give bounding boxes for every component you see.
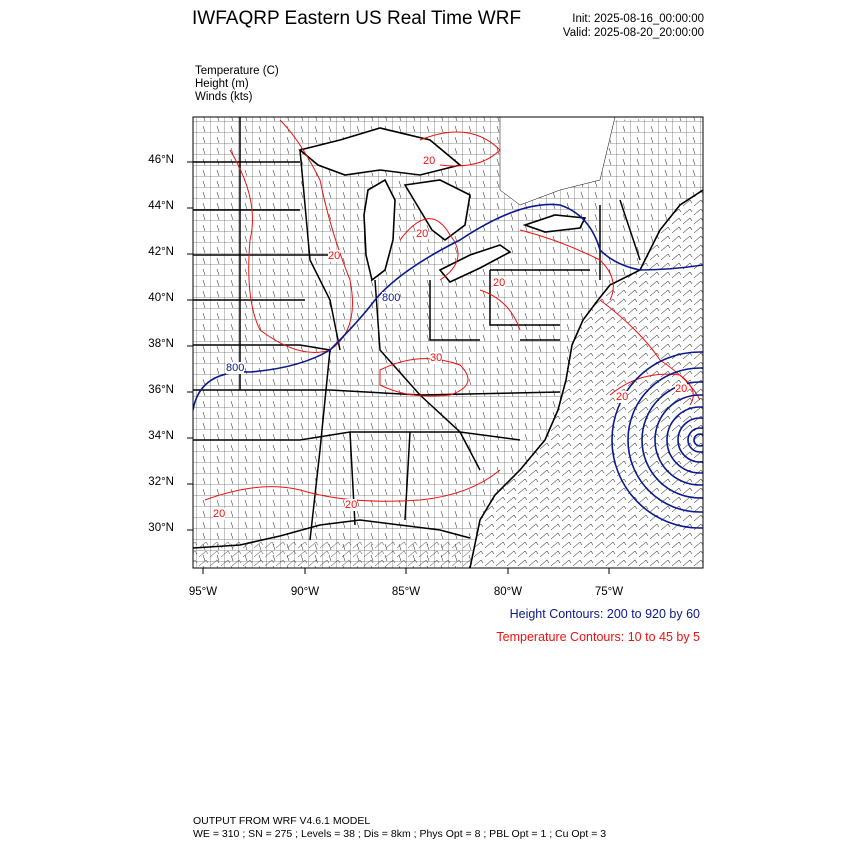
temperature-contour-label: 20: [328, 250, 341, 262]
temperature-contour-label: 20: [675, 383, 688, 395]
temperature-contour-label: 20: [423, 155, 436, 167]
lat-label: 38°N: [148, 338, 174, 350]
temperature-contour-label: 20: [345, 499, 358, 511]
model-config-footer: WE = 310 ; SN = 275 ; Levels = 38 ; Dis = 8km ; Phys Opt = 8 ; PBL Opt = 1 ; Cu Opt = 3: [193, 828, 607, 840]
legend-winds: Winds (kts): [195, 91, 253, 103]
gulf-wind-barbs: [193, 540, 470, 568]
temperature-contour-label: 20: [213, 508, 226, 520]
map-title: IWFAQRP Eastern US Real Time WRF: [192, 8, 522, 29]
model-footer: OUTPUT FROM WRF V4.6.1 MODEL: [193, 815, 371, 827]
lon-label: 75°W: [594, 586, 624, 598]
lat-label: 40°N: [148, 292, 174, 304]
lon-label: 85°W: [391, 586, 421, 598]
height-contour-label: 800: [382, 292, 401, 304]
lon-label: 90°W: [290, 586, 320, 598]
legend-temperature: Temperature (C): [195, 65, 279, 77]
lat-label: 36°N: [148, 384, 174, 396]
lat-label: 34°N: [148, 430, 174, 442]
init-time: Init: 2025-08-16_00:00:00: [572, 13, 704, 25]
legend-height: Height (m): [195, 78, 249, 90]
lat-label: 44°N: [148, 200, 174, 212]
lat-label: 30°N: [148, 522, 174, 534]
lon-label: 80°W: [493, 586, 523, 598]
temperature-contour-label: 20: [493, 277, 506, 289]
lat-label: 42°N: [148, 246, 174, 258]
height-contours-note: Height Contours: 200 to 920 by 60: [509, 607, 700, 621]
temperature-contour-label: 30: [430, 352, 443, 364]
temperature-contours-note: Temperature Contours: 10 to 45 by 5: [496, 630, 700, 644]
lat-label: 46°N: [148, 154, 174, 166]
lat-label: 32°N: [148, 476, 174, 488]
temperature-contour-label: 20: [416, 228, 429, 240]
lon-label: 95°W: [188, 586, 218, 598]
valid-time: Valid: 2025-08-20_20:00:00: [562, 27, 704, 39]
height-contour-label: 800: [226, 362, 245, 374]
temperature-contour-label: 20: [616, 391, 629, 403]
